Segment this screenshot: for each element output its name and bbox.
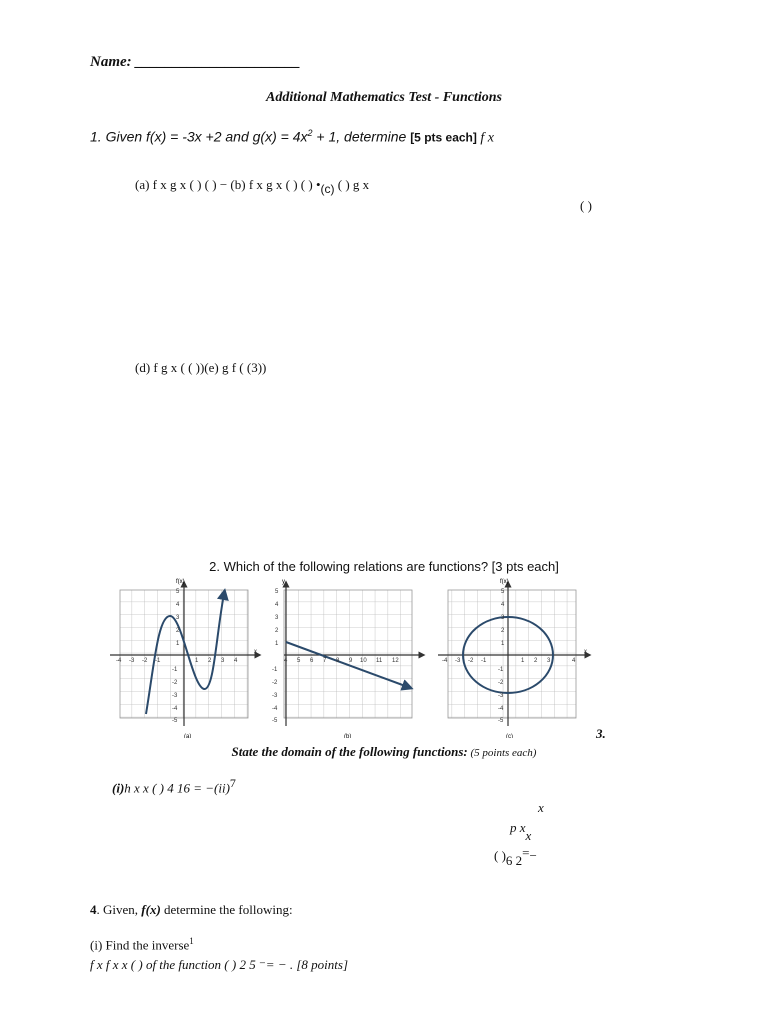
graph-b-ytick: 5	[275, 589, 279, 595]
q1-parts-c: (c)	[320, 182, 335, 196]
question-1	[90, 128, 494, 147]
q3-fragment-1: x	[538, 800, 544, 815]
graph-c-xtick: -3	[455, 658, 461, 664]
graph-b-xtick: 5	[297, 658, 301, 664]
q3-part-i-label: (i)	[112, 780, 125, 796]
q1-paren: ( )	[580, 198, 592, 213]
name-label: Name:	[90, 54, 132, 70]
q4-rest: determine the following:	[160, 902, 293, 917]
graph-a-ytick: -1	[172, 667, 178, 673]
q1-parts-a: (a) f x g x ( ) ( ) − (b) f x g x ( ) ( ) •	[135, 177, 321, 192]
graph-a-ylabel: f(x)	[176, 579, 185, 585]
q4-number: 4	[90, 902, 97, 917]
q3-fragment-3c: =	[522, 845, 530, 860]
graph-b-ytick: 3	[275, 615, 279, 621]
graph-a-xtick: -4	[116, 658, 122, 664]
q3-fragment-2a: p x	[510, 820, 526, 835]
graph-c-xtick: 3	[547, 658, 551, 664]
graph-b-xtick: 7	[323, 658, 327, 664]
q1-points: [5 pts each]	[410, 130, 477, 145]
graph-b-xtick: 10	[360, 658, 367, 664]
q4-fx: f(x)	[141, 902, 161, 917]
question-4	[90, 902, 293, 918]
graph-c-xlabel: x	[584, 649, 587, 655]
graph-a-ytick: -4	[172, 706, 178, 712]
graph-b-ytick: 2	[275, 628, 279, 634]
graph-c-xtick: 2	[534, 658, 538, 664]
graph-c	[438, 579, 588, 738]
graphs-figure	[106, 576, 602, 743]
graph-a-xtick: 3	[221, 658, 225, 664]
graph-b-xtick: 8	[336, 658, 340, 664]
graph-a-ytick: -5	[172, 718, 178, 724]
graph-a-ytick: 5	[176, 589, 180, 595]
graph-a-ytick: 4	[176, 602, 180, 608]
graph-a-caption: (a)	[184, 734, 192, 738]
q3-points: (5 points each)	[467, 747, 537, 759]
q1-parts-line-1	[135, 177, 370, 196]
graph-a-xtick: -2	[142, 658, 148, 664]
question-3	[0, 744, 768, 760]
graph-a-xlabel: x	[254, 649, 257, 655]
q3-fragment-3	[494, 845, 537, 868]
graph-a-xtick: 1	[195, 658, 199, 664]
graph-b-ytick: -3	[272, 693, 278, 699]
q3-fragment-2b: x	[525, 828, 532, 843]
graph-a-xtick: 4	[234, 658, 238, 664]
q4-given: . Given,	[96, 902, 142, 917]
graph-a-xtick: -1	[155, 658, 161, 664]
graph-a-xtick: 2	[208, 658, 212, 664]
q4-part-i-text: (i) Find the inverse	[90, 937, 190, 953]
graph-b-xtick: 9	[349, 658, 353, 664]
q3-heading: State the domain of the following functions:	[231, 744, 468, 759]
q3-part-i	[112, 776, 236, 796]
graph-c-ytick: -2	[498, 680, 504, 686]
graph-c-ytick: 3	[501, 615, 505, 621]
q3-part-ii-label: (ii)	[214, 780, 230, 796]
graph-c-xtick: -2	[468, 658, 474, 664]
graph-c-ytick: -3	[498, 693, 504, 699]
q1-suffix: + 1, determine	[312, 128, 411, 145]
graph-c-ytick: 5	[501, 589, 505, 595]
graph-b-ytick: 4	[275, 602, 279, 608]
graph-c-xtick: 4	[572, 658, 576, 664]
q1-prefix: 1. Given f(x) = -3x +2 and g(x) = 4x	[90, 128, 308, 145]
graph-a-ytick: 2	[176, 628, 180, 634]
q3-fragment-3d: −	[529, 848, 537, 863]
q3-fragment-2	[510, 820, 532, 843]
graph-a-xtick: -3	[129, 658, 135, 664]
q1-parts-line-2: (d) f g x ( ( ))(e) g f ( (3))	[135, 360, 267, 375]
graph-b-xtick: 11	[376, 658, 383, 664]
q4-part-i	[90, 936, 194, 953]
graph-a-ytick: 1	[176, 641, 180, 647]
graph-b-xtick: 6	[310, 658, 314, 664]
graph-a-ytick: 3	[176, 615, 180, 621]
graph-c-ytick: 4	[501, 602, 505, 608]
q3-part-i-text: h x x ( ) 4 16 = −	[124, 780, 215, 796]
q1-tail: f x	[476, 130, 494, 146]
name-line: ______________________	[135, 54, 301, 70]
graph-c-caption: (c)	[506, 734, 513, 738]
graph-b-ytick: -5	[272, 718, 278, 724]
q3-part-ii-sup: 7	[229, 776, 236, 790]
graph-b-ytick: -1	[272, 667, 278, 673]
graph-b-caption: (b)	[344, 734, 352, 738]
q1-parts-d: ( ) g x	[334, 177, 370, 192]
graph-c-ylabel: f(x)	[500, 579, 509, 585]
graph-b-xtick: 4	[284, 658, 288, 664]
q3-fragment-3b: 6 2	[505, 853, 523, 868]
graph-c-ytick: -4	[498, 706, 504, 712]
graph-b-ytick: -4	[272, 706, 278, 712]
graph-b-ytick: -2	[272, 680, 278, 686]
graph-c-xtick: 1	[521, 658, 525, 664]
q4-part-i-sup: 1	[189, 936, 194, 946]
graph-c-ytick: -1	[498, 667, 504, 673]
graph-c-ytick: 2	[501, 628, 505, 634]
graph-c-xtick: -1	[481, 658, 487, 664]
graph-a-ytick: -3	[172, 693, 178, 699]
graph-c-ytick: -5	[498, 718, 504, 724]
page-title: Additional Mathematics Test - Functions	[266, 90, 502, 105]
graph-b	[272, 579, 422, 738]
q3-fragment-3a: ( )	[494, 848, 506, 863]
graph-b-ylabel: y	[282, 579, 285, 585]
graph-a-ytick: -2	[172, 680, 178, 686]
q3-number: 3.	[596, 726, 606, 741]
name-field	[90, 54, 300, 71]
graph-b-ytick: 1	[275, 641, 279, 647]
question-2: 2. Which of the following relations are functions? [3 pts each]	[209, 559, 559, 574]
graph-a	[110, 579, 258, 738]
q4-part-ii: f x f x x ( ) of the function ( ) 2 5 ⁻= − . [8 points]	[90, 957, 349, 972]
graph-c-xtick: -4	[442, 658, 448, 664]
q1-sup: 2	[307, 128, 313, 138]
graph-b-xtick: 12	[392, 658, 399, 664]
graphs-svg	[106, 576, 602, 738]
graph-c-ytick: 1	[501, 641, 505, 647]
